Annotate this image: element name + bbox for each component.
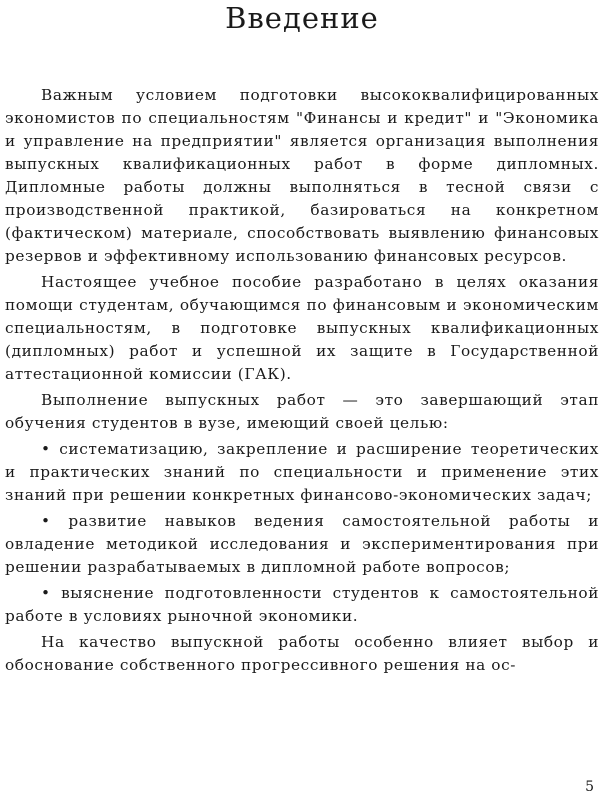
bullet-item-systematization: • систематизацию, закрепление и расширение теоретических и практических знаний по специальности и применение этих знаний при решении конкретных финансово-экономических задач;	[5, 440, 599, 504]
body-text	[5, 84, 599, 677]
paragraph-purpose: Настоящее учебное пособие разработано в целях оказания помощи студентам, обучающимся по финансовым и экономическим специальностям, в подготовке выпускных квалификационных (дипломных) работ и успешной их защите в Государственной аттестационной комиссии (ГАК).	[5, 273, 599, 383]
page-number: 5	[585, 779, 594, 795]
bullet-item-readiness: • выяснение подготовленности студентов к самостоятельной работе в условиях рыночной экономики.	[5, 584, 599, 625]
paragraph-goals-lead: Выполнение выпускных работ — это завершающий этап обучения студентов в вузе, имеющий своей целью:	[5, 391, 599, 432]
paragraph-intro: Важным условием подготовки высококвалифицированных экономистов по специальностям "Финансы и кредит" и "Экономика и управление на предприятии" является организация выполнения выпускных квалификационных работ в форме дипломных. Дипломные работы должны выполняться в тесной связи с производственной практикой, базироваться на конкретном (фактическом) материале, способствовать выявлению финансовых резервов и эффективному использованию финансовых ресурсов.	[5, 86, 599, 265]
page-title: Введение	[225, 1, 379, 35]
paragraph-quality: На качество выпускной работы особенно влияет выбор и обоснование собственного прогрессивного решения на ос-	[5, 633, 599, 674]
bullet-item-skills: • развитие навыков ведения самостоятельной работы и овладение методикой исследования и экспериментирования при решении разрабатываемых в дипломной работе вопросов;	[5, 512, 599, 576]
